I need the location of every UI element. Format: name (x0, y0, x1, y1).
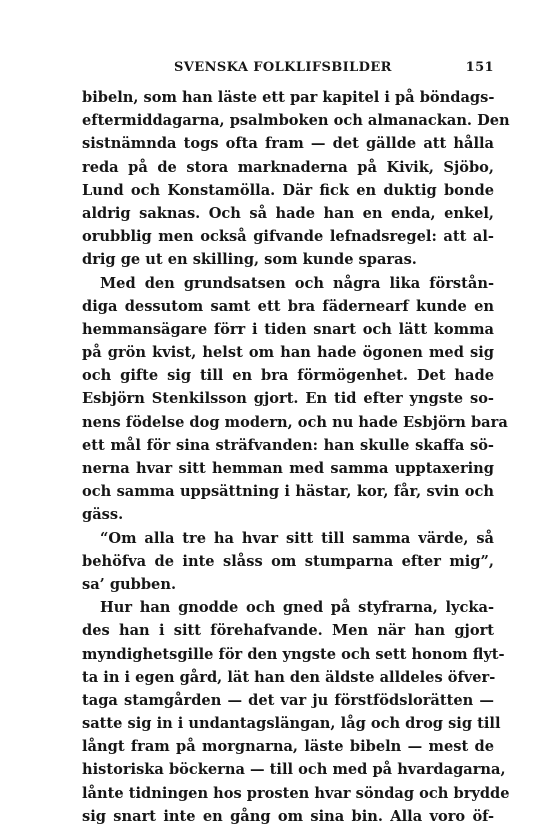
text-line: hemmansägare förr i tiden snart och lätt komma (82, 320, 494, 338)
text-line: drig ge ut en skilling, som kunde sparas. (82, 251, 417, 269)
text-line: nens födelse dog modern, och nu hade Esbjörn bara (82, 413, 508, 431)
text-line: gäss. (82, 506, 124, 524)
paragraph-first-line: Hur han gnodde och gned på styfrarna, lycka- (100, 599, 494, 617)
text-line: långt fram på morgnarna, läste bibeln — mest de (82, 738, 494, 756)
running-title: SVENSKA FOLKLIFSBILDER (174, 60, 392, 75)
text-line: satte sig in i undantagslängan, låg och drog sig till (82, 715, 501, 733)
text-line: ett mål för sina sträfvanden: han skulle skaffa sö- (82, 436, 494, 454)
text-line: aldrig saknas. Och så hade han en enda, enkel, (82, 204, 494, 222)
text-line: eftermiddagarna, psalmboken och almanackan. Den (82, 112, 510, 130)
paragraph-first-line: “Om alla tre ha hvar sitt till samma värde, så (100, 529, 494, 547)
text-line: och samma uppsättning i hästar, kor, får, svin och (82, 483, 494, 501)
text-line: behöfva de inte slåss om stumparna efter mig”, (82, 552, 494, 570)
page-number: 151 (465, 60, 494, 75)
text-line: sig snart inte en gång om sina bin. Alla voro öf- (82, 807, 494, 825)
text-line: sa’ gubben. (82, 575, 177, 593)
text-line: sistnämnda togs ofta fram — det gällde att hålla (82, 135, 494, 153)
text-line: ta in i egen gård, lät han den äldste alldeles öfver- (82, 668, 496, 686)
text-line: des han i sitt förehafvande. Men när han gjort (82, 622, 494, 640)
text-line: bibeln, som han läste ett par kapitel i på böndags- (82, 89, 495, 106)
text-line: reda på de stora marknaderna på Kivik, Sjöbo, (82, 158, 494, 176)
text-line: Esbjörn Stenkilsson gjort. En tid efter yngste so- (82, 390, 494, 408)
text-line: orubblig men också gifvande lefnadsregel: att al- (82, 228, 494, 246)
paragraph-first-line: Med den grundsatsen och några lika förstån- (100, 274, 494, 292)
text-line: och gifte sig till en bra förmögenhet. Det hade (82, 367, 494, 385)
text-line: myndighetsgille för den yngste och sett honom flyt- (82, 645, 505, 663)
text-line: historiska böckerna — till och med på hvardagarna, (82, 761, 506, 779)
text-line: taga stamgården — det var ju förstfödslorätten — (82, 691, 494, 709)
text-line: lånte tidningen hos prosten hvar söndag och brydde (82, 784, 510, 802)
text-line: Lund och Konstamölla. Där fick en duktig bonde (82, 181, 494, 199)
text-line: diga dessutom samt ett bra fädernearf kunde en (82, 297, 494, 315)
text-line: nerna hvar sitt hemman med samma upptaxering (82, 460, 494, 477)
text-line: på grön kvist, helst om han hade ögonen med sig (82, 344, 494, 362)
body-text (82, 86, 510, 828)
